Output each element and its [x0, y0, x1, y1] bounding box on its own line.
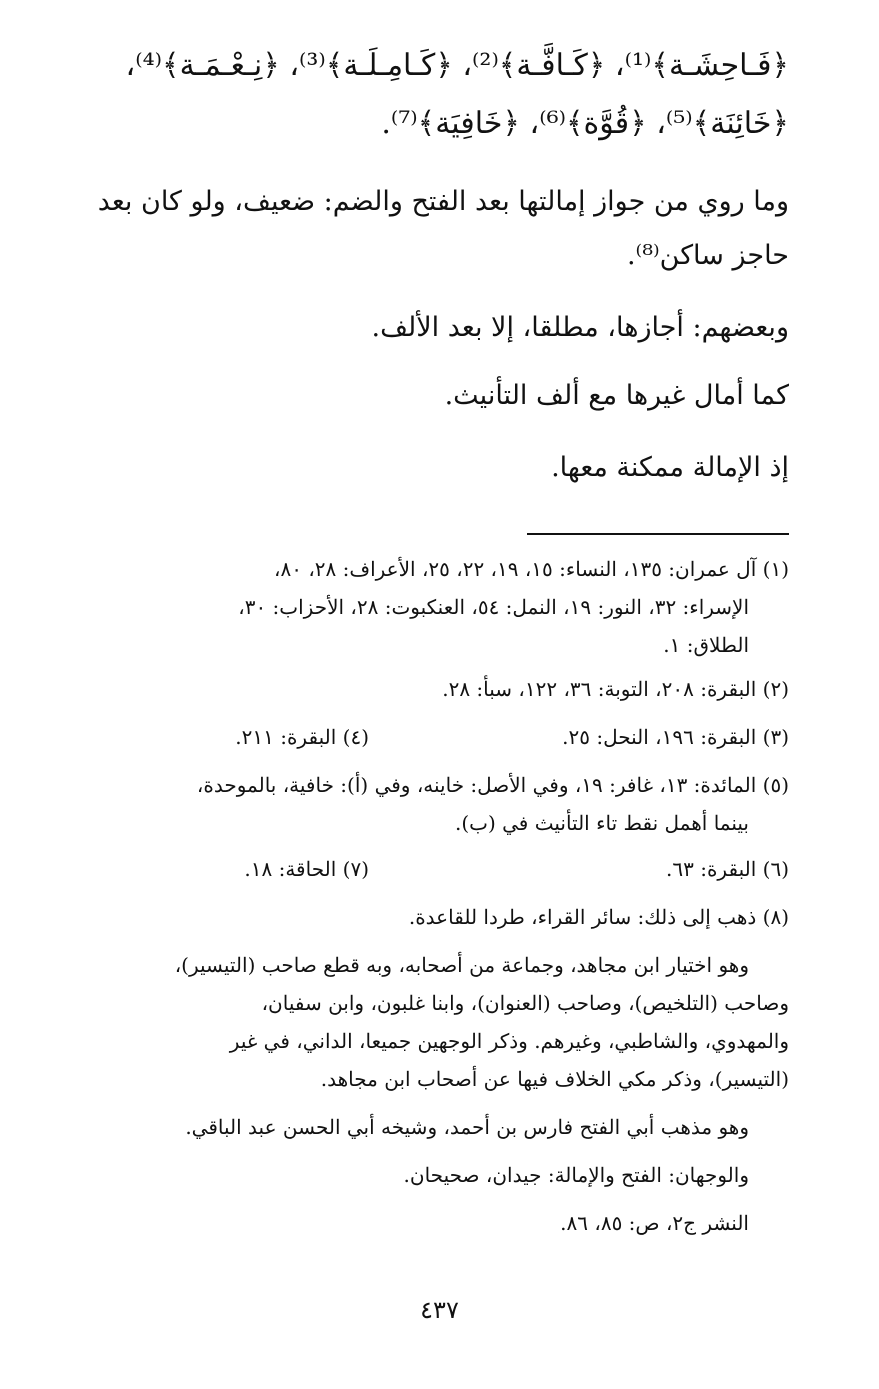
quran-words-line-1: ﴿فَـاحِشَـة﴾⁽¹⁾، ﴿كَـافَّـة﴾⁽²⁾، ﴿كَـامِـلَـة﴾⁽³⁾، ﴿نِـعْـمَـة﴾⁽⁴⁾،: [125, 48, 789, 83]
footnote-2: (٢) البقرة: ٢٠٨، التوبة: ٣٦، ١٢٢، سبأ: ٢٨.: [442, 677, 789, 701]
footnote-1-line-3: الطلاق: ١.: [663, 633, 749, 657]
footnote-8-paragraph-1-line-1: وهو اختيار ابن مجاهد، وجماعة من أصحابه، وبه قطع صاحب (التيسير)،: [174, 953, 749, 977]
body-paragraph-3: كما أمال غيرها مع ألف التأنيث.: [444, 380, 789, 411]
body-paragraph-1-line-2: حاجز ساكن⁽⁸⁾.: [626, 240, 789, 271]
footnote-5-line-2: بينما أهمل نقط تاء التأنيث في (ب).: [454, 811, 749, 835]
page-number: ٤٣٧: [420, 1296, 459, 1324]
footnote-8-paragraph-3: والوجهان: الفتح والإمالة: جيدان، صحيحان.: [403, 1163, 749, 1187]
footnote-8-line-1: (٨) ذهب إلى ذلك: سائر القراء، طردا للقاعدة.: [408, 905, 789, 929]
footnote-1-line-1: (١) آل عمران: ١٣٥، النساء: ١٥، ١٩، ٢٢، ٢٥، الأعراف: ٢٨، ٨٠،: [274, 557, 789, 581]
footnote-8-paragraph-2: وهو مذهب أبي الفتح فارس بن أحمد، وشيخه أبي الحسن عبد الباقي.: [185, 1115, 749, 1139]
quran-words-line-2: ﴿خَائِنَة﴾⁽⁵⁾، ﴿قُوَّة﴾⁽⁶⁾، ﴿خَافِيَة﴾⁽⁷⁾.: [381, 106, 789, 141]
body-paragraph-4: إذ الإمالة ممكنة معها.: [551, 452, 789, 483]
footnote-8-paragraph-1-line-4: (التيسير)، وذكر مكي الخلاف فيها عن أصحاب ابن مجاهد.: [320, 1067, 789, 1091]
body-paragraph-2: وبعضهم: أجازها، مطلقا، إلا بعد الألف.: [371, 312, 789, 343]
footnote-1-line-2: الإسراء: ٣٢، النور: ١٩، النمل: ٥٤، العنكبوت: ٢٨، الأحزاب: ٣٠،: [238, 595, 749, 619]
footnote-8-paragraph-4: النشر ج٢، ص: ٨٥، ٨٦.: [560, 1211, 749, 1235]
footnote-3: (٣) البقرة: ١٩٦، النحل: ٢٥.: [562, 725, 789, 749]
footnote-4: (٤) البقرة: ٢١١.: [235, 725, 369, 749]
footnote-8-paragraph-1-line-3: والمهدوي، والشاطبي، وغيرهم. وذكر الوجهين جميعا، الداني، في غير: [229, 1029, 789, 1053]
footnote-8-paragraph-1-line-2: وصاحب (التلخيص)، وصاحب (العنوان)، وابنا غلبون، وابن سفيان،: [261, 991, 789, 1015]
footnote-7: (٧) الحاقة: ١٨.: [244, 857, 369, 881]
footnote-separator: [527, 533, 789, 535]
footnote-6: (٦) البقرة: ٦٣.: [666, 857, 789, 881]
body-paragraph-1-line-1: وما روي من جواز إمالتها بعد الفتح والضم: ضعيف، ولو كان بعد: [97, 186, 789, 217]
footnote-5-line-1: (٥) المائدة: ١٣، غافر: ١٩، وفي الأصل: خاينه، وفي (أ): خافية، بالموحدة،: [196, 773, 789, 797]
